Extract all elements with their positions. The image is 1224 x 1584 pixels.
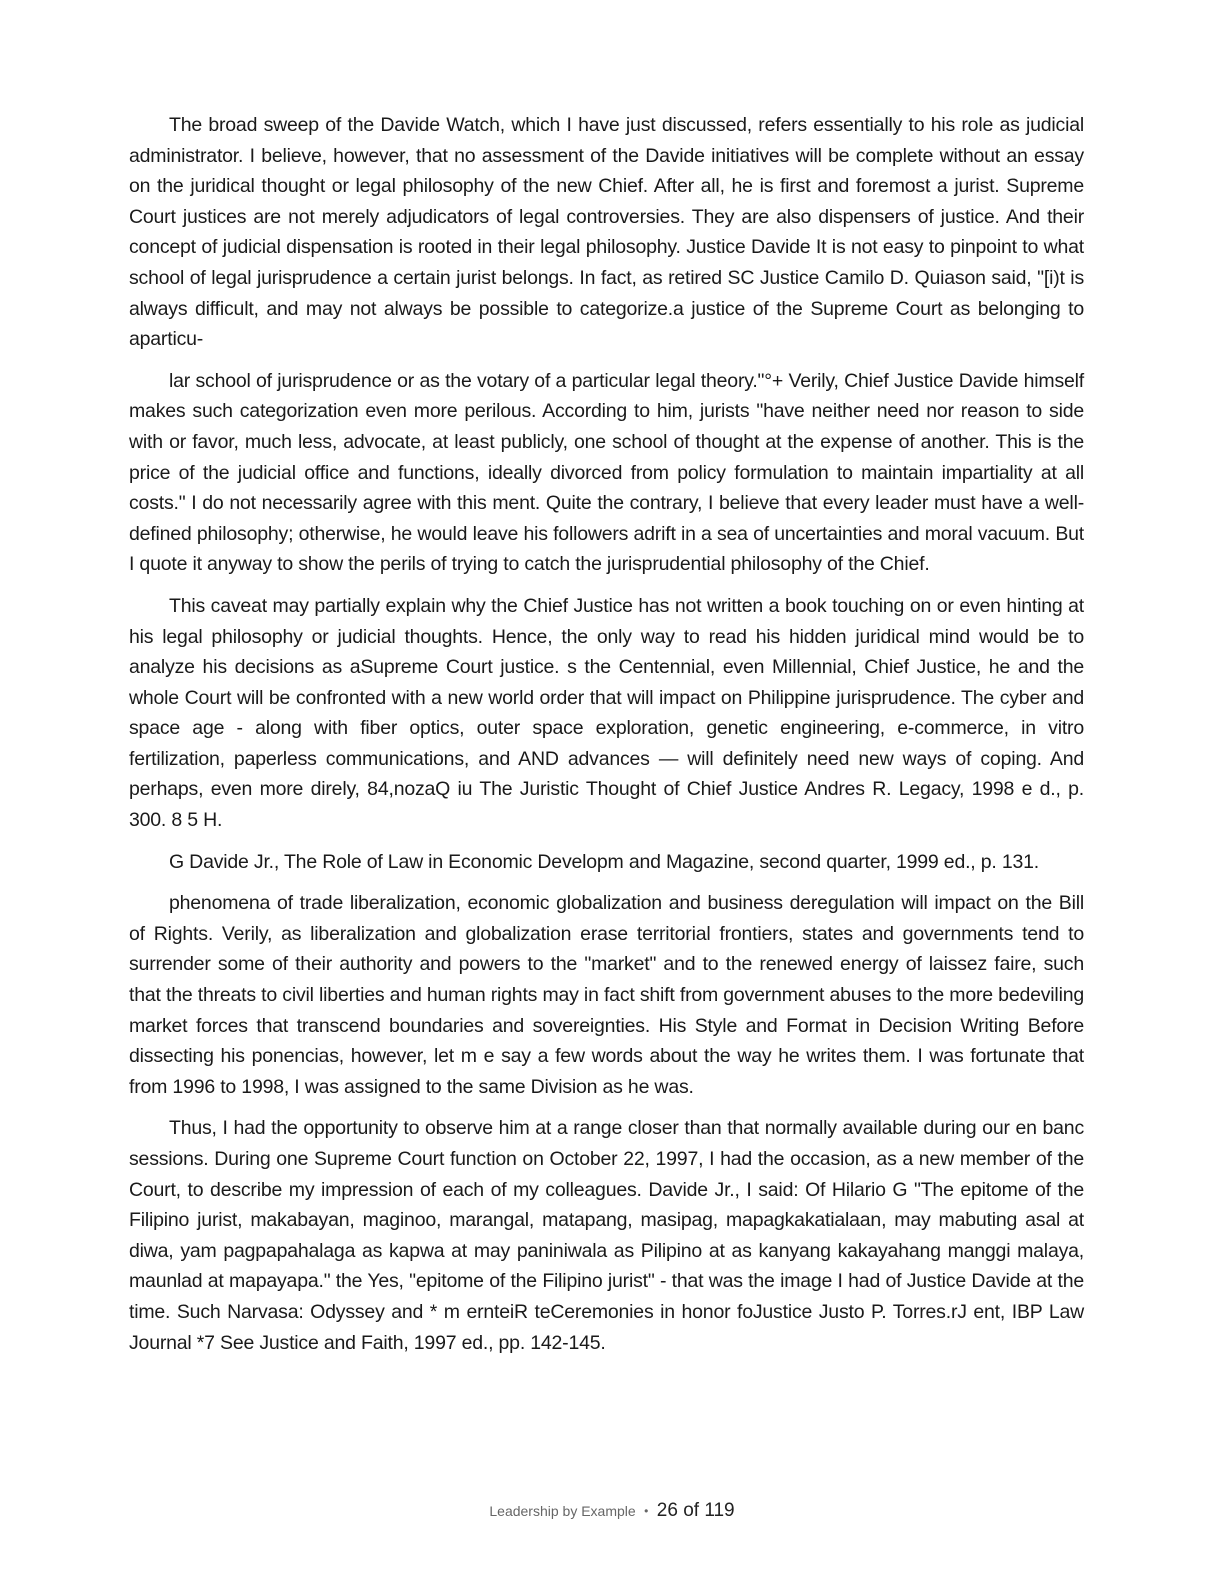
paragraph: Thus, I had the opportunity to observe him at a range closer than that normally available during our en banc sessions. During one Supreme Court function on October 22, 1997, I had the occasion, as a new member of the Court, to describe my impression of each of my colleagues. Davide Jr., I said: Of Hilario G "The epitome of the Filipino jurist, makabayan, maginoo, marangal, matapang, masipag, mapagkakatialaan, may mabuting asal at diwa, yam pagpapahalaga as kapwa at may paniniwala as Pilipino at as kanyang kakayahang manggi malaya, maunlad at mapayapa." the Yes, "epitome of the Filipino jurist" - that was the image I had of Justice Davide at the time. Such Narvasa: Odyssey and * m ernteiR teCeremonies in honor foJustice Justo P. Torres.rJ ent, IBP Law Journal *7 See Justice and Faith, 1997 ed., pp. 142-145. xyxy=(129,1117,1084,1354)
footer-title: Leadership by Example xyxy=(489,1503,636,1519)
paragraph: phenomena of trade liberalization, economic globalization and business deregulation will impact on the Bill of Rights. Verily, as liberalization and globalization erase territorial frontiers, states and governments tend to surrender some of their authority and powers to the "market" and to the renewed energy of laissez faire, such that the threats to civil liberties and human rights may in fact shift from government abuses to the more bedeviling market forces that transcend boundaries and sovereignties. His Style and Format in Decision Writing Before dissecting his ponencias, however, let m e say a few words about the way he writes them. I was fortunate that from 1996 to 1998, I was assigned to the same Division as he was. xyxy=(129,892,1084,1098)
document-body xyxy=(129,110,1084,1369)
paragraph: G Davide Jr., The Role of Law in Economic Developm and Magazine, second quarter, 1999 ed., p. 131. xyxy=(169,850,1039,873)
footer-bullet: • xyxy=(644,1504,649,1518)
page-number: 26 of 119 xyxy=(656,1500,735,1521)
paragraph: The broad sweep of the Davide Watch, which I have just discussed, refers essentially to his role as judicial administrator. I believe, however, that no assessment of the Davide initiatives will be complete without an essay on the juridical thought or legal philosophy of the new Chief. After all, he is first and foremost a jurist. Supreme Court justices are not merely adjudicators of legal controversies. They are also dispensers of justice. And their concept of judicial dispensation is rooted in their legal philosophy. Justice Davide It is not easy to pinpoint to what school of legal jurisprudence a certain jurist belongs. In fact, as retired SC Justice Camilo D. Quiason said, "[i)t is always difficult, and may not always be possible to categorize.a justice of the Supreme Court as belonging to aparticu- xyxy=(129,114,1084,351)
paragraph: lar school of jurisprudence or as the votary of a particular legal theory."°+ Verily, Chief Justice Davide himself makes such categorization even more perilous. According to him, jurists "have neither need nor reason to side with or favor, much less, advocate, at least publicly, one school of thought at the expense of another. This is the price of the judicial office and functions, ideally divorced from policy formulation to maintain impartiality at all costs." I do not necessarily agree with this ment. Quite the contrary, I believe that every leader must have a well-defined philosophy; otherwise, he would leave his followers adrift in a sea of uncertainties and moral vacuum. But I quote it anyway to show the perils of trying to catch the jurisprudential philosophy of the Chief. xyxy=(129,369,1084,576)
paragraph: This caveat may partially explain why the Chief Justice has not written a book touching on or even hinting at his legal philosophy or judicial thoughts. Hence, the only way to read his hidden juridical mind would be to analyze his decisions as aSupreme Court justice. s the Centennial, even Millennial, Chief Justice, he and the whole Court will be confronted with a new world order that will impact on Philippine jurisprudence. The cyber and space age - along with fiber optics, outer space exploration, genetic engineering, e-commerce, in vitro fertilization, paperless communications, and AND advances — will definitely need new ways of coping. And perhaps, even more direly, 84,nozaQ iu The Juristic Thought of Chief Justice Andres R. Legacy, 1998 e d., p. 300. 8 5 H. xyxy=(129,594,1084,832)
page-footer xyxy=(0,1500,1224,1522)
